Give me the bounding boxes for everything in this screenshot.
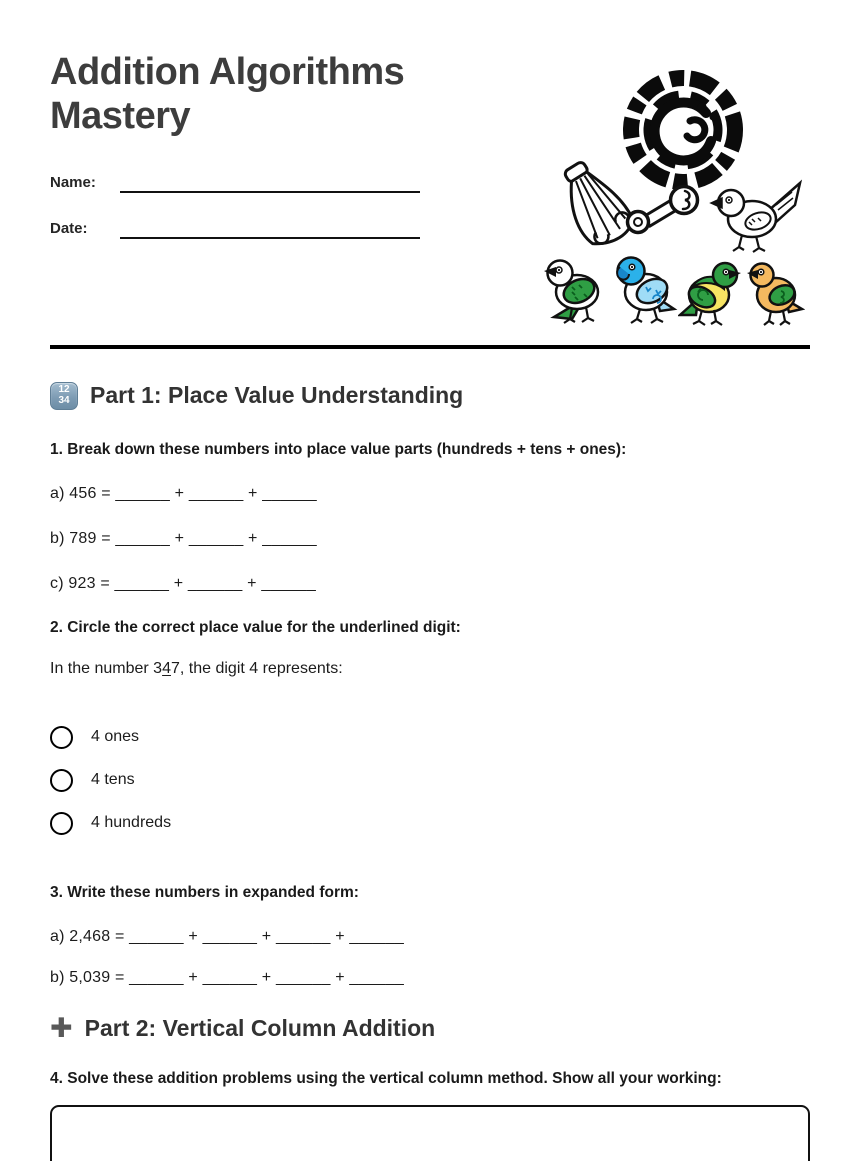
option-label-4-tens: 4 tens bbox=[91, 771, 135, 789]
q2-context-post: 7, the digit 4 represents: bbox=[170, 659, 343, 677]
green-yellow-bird-icon bbox=[678, 251, 742, 329]
question2-prompt: 2. Circle the correct place value for the underlined digit: bbox=[50, 619, 461, 637]
option-label-4-ones: 4 ones bbox=[91, 728, 140, 746]
q1-item-c: c) 923 = ______ + ______ + ______ bbox=[50, 575, 316, 593]
option-row-4-tens[interactable] bbox=[50, 769, 810, 792]
q3-item-a: a) 2,468 = ______ + ______ + ______ + ______ bbox=[50, 928, 405, 946]
name-label: Name: bbox=[50, 173, 96, 191]
question4-prompt: 4. Solve these addition problems using the vertical column method. Show all your working: bbox=[50, 1070, 722, 1088]
rattle-icon bbox=[625, 183, 705, 239]
heavy-plus-icon: ✚ bbox=[50, 1013, 73, 1044]
date-input-line[interactable] bbox=[120, 217, 420, 239]
option-label-4-hundreds: 4 hundreds bbox=[91, 814, 172, 832]
input-numbers-icon-top: 12 bbox=[58, 384, 70, 396]
option-row-4-ones[interactable] bbox=[50, 726, 810, 749]
q2-underlined-digit: 4 bbox=[162, 659, 171, 677]
decorative-illustration bbox=[540, 55, 812, 323]
section-divider bbox=[50, 345, 810, 349]
working-area-box[interactable] bbox=[50, 1105, 810, 1161]
question3-prompt: 3. Write these numbers in expanded form: bbox=[50, 883, 359, 901]
white-bird-icon bbox=[708, 177, 808, 257]
part2-heading-text: Part 2: Vertical Column Addition bbox=[84, 1015, 436, 1042]
q2-context-pre: In the number 3 bbox=[50, 659, 163, 677]
q2-context bbox=[50, 660, 810, 678]
option-row-4-hundreds[interactable] bbox=[50, 812, 810, 835]
input-numbers-icon bbox=[50, 382, 78, 410]
q2-options bbox=[50, 726, 810, 835]
input-numbers-icon-bottom: 34 bbox=[58, 394, 70, 406]
part1-heading-text: Part 1: Place Value Understanding bbox=[90, 382, 464, 409]
page-title: Addition Algorithms Mastery bbox=[50, 51, 405, 138]
orange-bird-icon bbox=[745, 251, 805, 329]
name-input-line[interactable] bbox=[120, 171, 420, 193]
part1-heading bbox=[50, 382, 810, 410]
q1-item-a: a) 456 = ______ + ______ + ______ bbox=[50, 485, 317, 503]
radio-4-ones[interactable] bbox=[50, 726, 73, 749]
blue-bird-icon bbox=[612, 247, 678, 327]
q3-item-b: b) 5,039 = ______ + ______ + ______ + ______ bbox=[50, 969, 405, 987]
radio-4-tens[interactable] bbox=[50, 769, 73, 792]
date-label: Date: bbox=[50, 219, 88, 237]
q1-item-b: b) 789 = ______ + ______ + ______ bbox=[50, 530, 317, 548]
green-white-bird-icon bbox=[542, 247, 608, 327]
part2-heading bbox=[50, 1015, 810, 1042]
radio-4-hundreds[interactable] bbox=[50, 812, 73, 835]
question1-prompt: 1. Break down these numbers into place value parts (hundreds + tens + ones): bbox=[50, 440, 627, 458]
